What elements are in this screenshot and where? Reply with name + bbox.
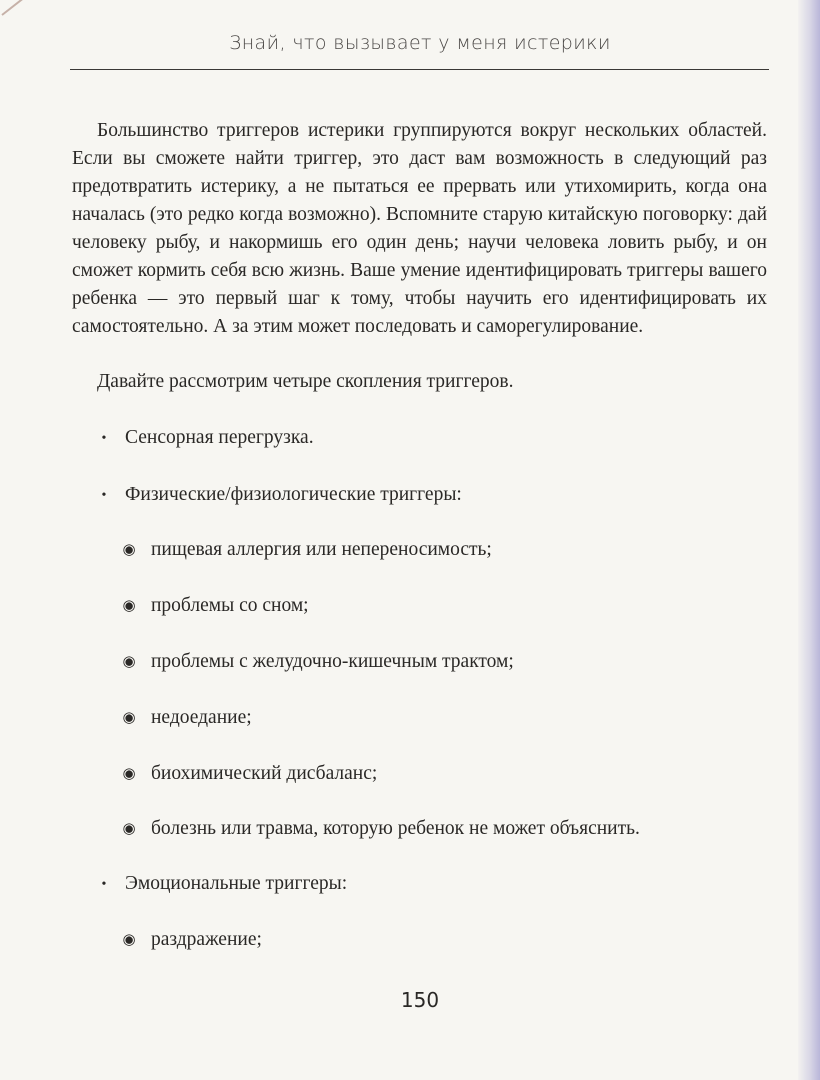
list-item-label: Физические/физиологические триггеры: — [125, 484, 462, 505]
sub-item-label: проблемы с желудочно-кишечным трактом; — [151, 651, 514, 672]
circle-bullet-icon: ◉ — [122, 932, 136, 948]
circle-bullet-icon: ◉ — [122, 542, 136, 558]
running-head: Знай, что вызывает у меня истерики — [229, 32, 611, 54]
list-item-physical — [101, 481, 462, 509]
bullet-icon: • — [101, 488, 107, 503]
body-paragraph: Большинство триггеров истерики группируются вокруг нескольких областей. Если вы сможете найти триггер, это даст вам возможность в следующий раз предотвратить истерику, а не пытаться ее прервать или утихомирить, когда она началась (это редко когда возможно). Вспомните старую китайскую поговорку: дай человеку рыбу, и накормишь его один день; научи человека ловить рыбу, и он сможет кормить себя всю жизнь. Ваше умение идентифицировать триггеры вашего ребенка — это первый шаг к тому, чтобы научить его идентифицировать их самостоятельно. А за этим может последовать и саморегулирование. — [72, 120, 767, 337]
sub-item-gut — [122, 648, 514, 676]
sub-item-label: проблемы со сном; — [151, 595, 309, 616]
page-edge-shadow — [798, 0, 820, 1080]
sub-item-sleep — [122, 592, 309, 620]
sub-item-label: болезнь или травма, которую ребенок не может объяснить. — [151, 818, 640, 839]
corner-mark — [1, 0, 38, 16]
bullet-icon: • — [101, 431, 107, 446]
list-item-emotional — [101, 870, 348, 898]
circle-bullet-icon: ◉ — [122, 766, 136, 782]
sub-item-label: пищевая аллергия или непереносимость; — [151, 539, 492, 560]
sub-item-food-allergy — [122, 536, 492, 564]
circle-bullet-icon: ◉ — [122, 821, 136, 837]
list-intro: Давайте рассмотрим четыре скопления триггеров. — [97, 371, 514, 392]
page-number: 150 — [400, 988, 440, 1012]
circle-bullet-icon: ◉ — [122, 710, 136, 726]
circle-bullet-icon: ◉ — [122, 654, 136, 670]
sub-item-illness — [122, 815, 640, 843]
list-item-label: Сенсорная перегрузка. — [125, 427, 314, 448]
sub-item-label: недоедание; — [151, 707, 252, 728]
sub-item-label: биохимический дисбаланс; — [151, 763, 378, 784]
sub-item-irritation — [122, 926, 262, 954]
bullet-icon: • — [101, 877, 107, 892]
list-item-sensory — [101, 424, 314, 452]
sub-item-malnutrition — [122, 704, 252, 732]
list-item-label: Эмоциональные триггеры: — [125, 873, 348, 894]
circle-bullet-icon: ◉ — [122, 598, 136, 614]
sub-item-label: раздражение; — [151, 929, 262, 950]
sub-item-biochemical — [122, 760, 378, 788]
header-divider — [70, 69, 769, 70]
